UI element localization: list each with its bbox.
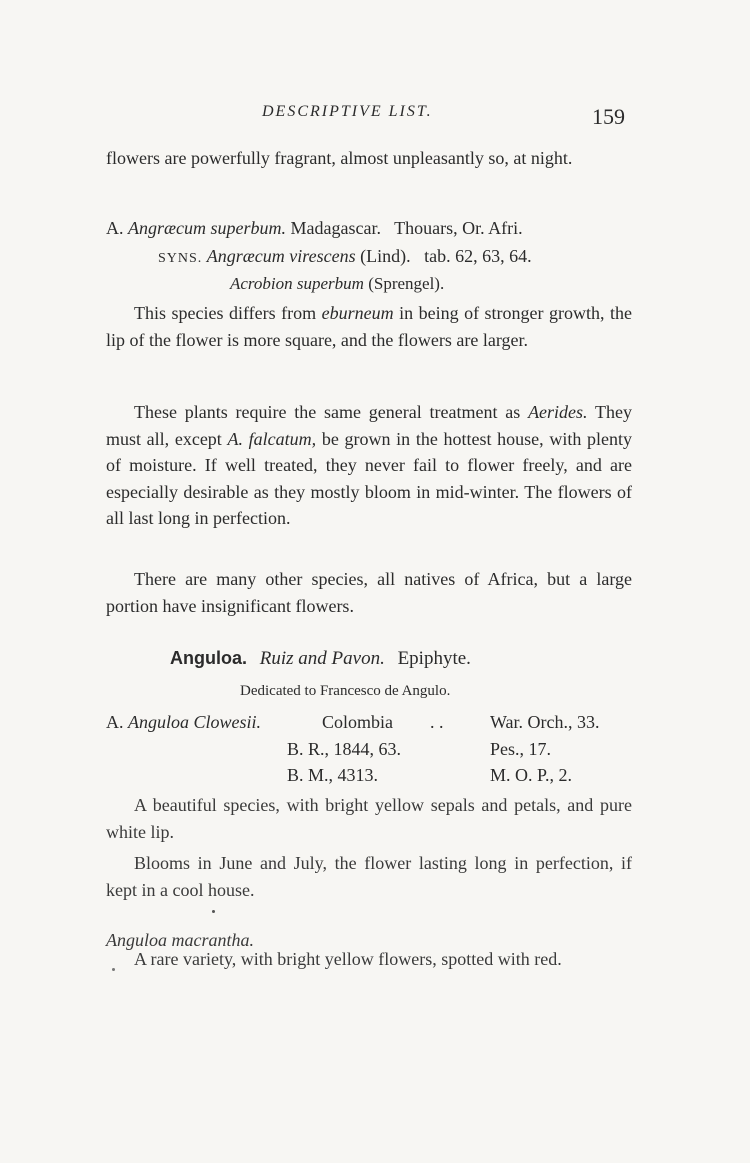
macrantha-name: Anguloa macrantha. — [106, 930, 254, 950]
description-text: This species differs from — [134, 303, 322, 323]
macrantha-description: A rare variety, with bright yellow flowers, spotted with red. — [134, 949, 562, 969]
paragraph-text: be grown in the hottest house, with plenty of moisture. If well treated, they never fail to flower freely, and are especially desirable as they mostly bloom in mid-winter. The flowers of all last long in perfection. — [106, 428, 632, 528]
genus-authority: Ruiz and Pavon. — [259, 648, 385, 669]
description-text: in being of stronger growth, the lip of the flower is more square, and the flowers are larger. — [106, 303, 633, 350]
clowesii-description: A beautiful species, with bright yellow sepals and petals, and pure white lip. — [106, 795, 632, 842]
species-reference: A. falcatum, — [227, 428, 317, 449]
entry-label: A. — [106, 712, 124, 732]
species-details: Madagascar. Thouars, Or. Afri. — [290, 218, 523, 238]
species-locality: Colombia — [322, 712, 393, 732]
clowesii-blooming: Blooms in June and July, the flower lasting long in perfection, if kept in a cool house. — [106, 853, 632, 900]
paragraph-text: These plants require the same general treatment as — [134, 402, 529, 422]
reference-mop: M. O. P., 2. — [490, 765, 573, 785]
superbum-description — [106, 300, 632, 353]
entry-label: A. — [106, 218, 124, 238]
species-reference: eburneum — [321, 303, 394, 323]
synonym-name: Angræcum virescens — [206, 246, 356, 266]
synonym-line-1 — [158, 246, 532, 267]
leader-dots: . . — [430, 712, 444, 732]
other-species-paragraph: There are many other species, all natives of Africa, but a large portion have insignificant flowers. — [106, 569, 632, 616]
genus-heading — [170, 648, 471, 670]
continuation-paragraph: flowers are powerfully fragrant, almost unpleasantly so, at night. — [106, 148, 573, 168]
synonyms-label: SYNS. — [158, 251, 203, 266]
running-title: DESCRIPTIVE LIST. — [262, 103, 433, 120]
ink-speck — [212, 910, 215, 913]
genus-reference: Aerides. — [528, 402, 588, 422]
species-name: Angræcum superbum. — [128, 218, 286, 238]
paragraph-text: They must all, except — [106, 402, 632, 449]
species-name: Anguloa Clowesii. — [128, 712, 262, 732]
reference-war-orch: War. Orch., 33. — [490, 712, 600, 732]
genus-dedication: Dedicated to Francesco de Angulo. — [240, 683, 451, 699]
synonym-details: (Sprengel). — [368, 274, 445, 293]
ink-speck — [112, 968, 115, 971]
reference-bot-mag: B. M., 4313. — [287, 765, 379, 785]
page-number: 159 — [592, 104, 625, 129]
clowesii-entry-line — [106, 712, 261, 733]
reference-bot-reg: B. R., 1844, 63. — [287, 739, 402, 759]
genus-name: Anguloa. — [170, 648, 247, 668]
treatment-paragraph — [106, 399, 632, 532]
genus-habit: Epiphyte. — [397, 648, 471, 669]
synonym-details: (Lind). tab. 62, 63, 64. — [360, 246, 532, 266]
synonym-name: Acrobion superbum — [230, 274, 364, 293]
superbum-entry-line — [106, 218, 523, 239]
reference-pes: Pes., 17. — [490, 739, 552, 759]
synonym-line-2 — [230, 274, 444, 294]
